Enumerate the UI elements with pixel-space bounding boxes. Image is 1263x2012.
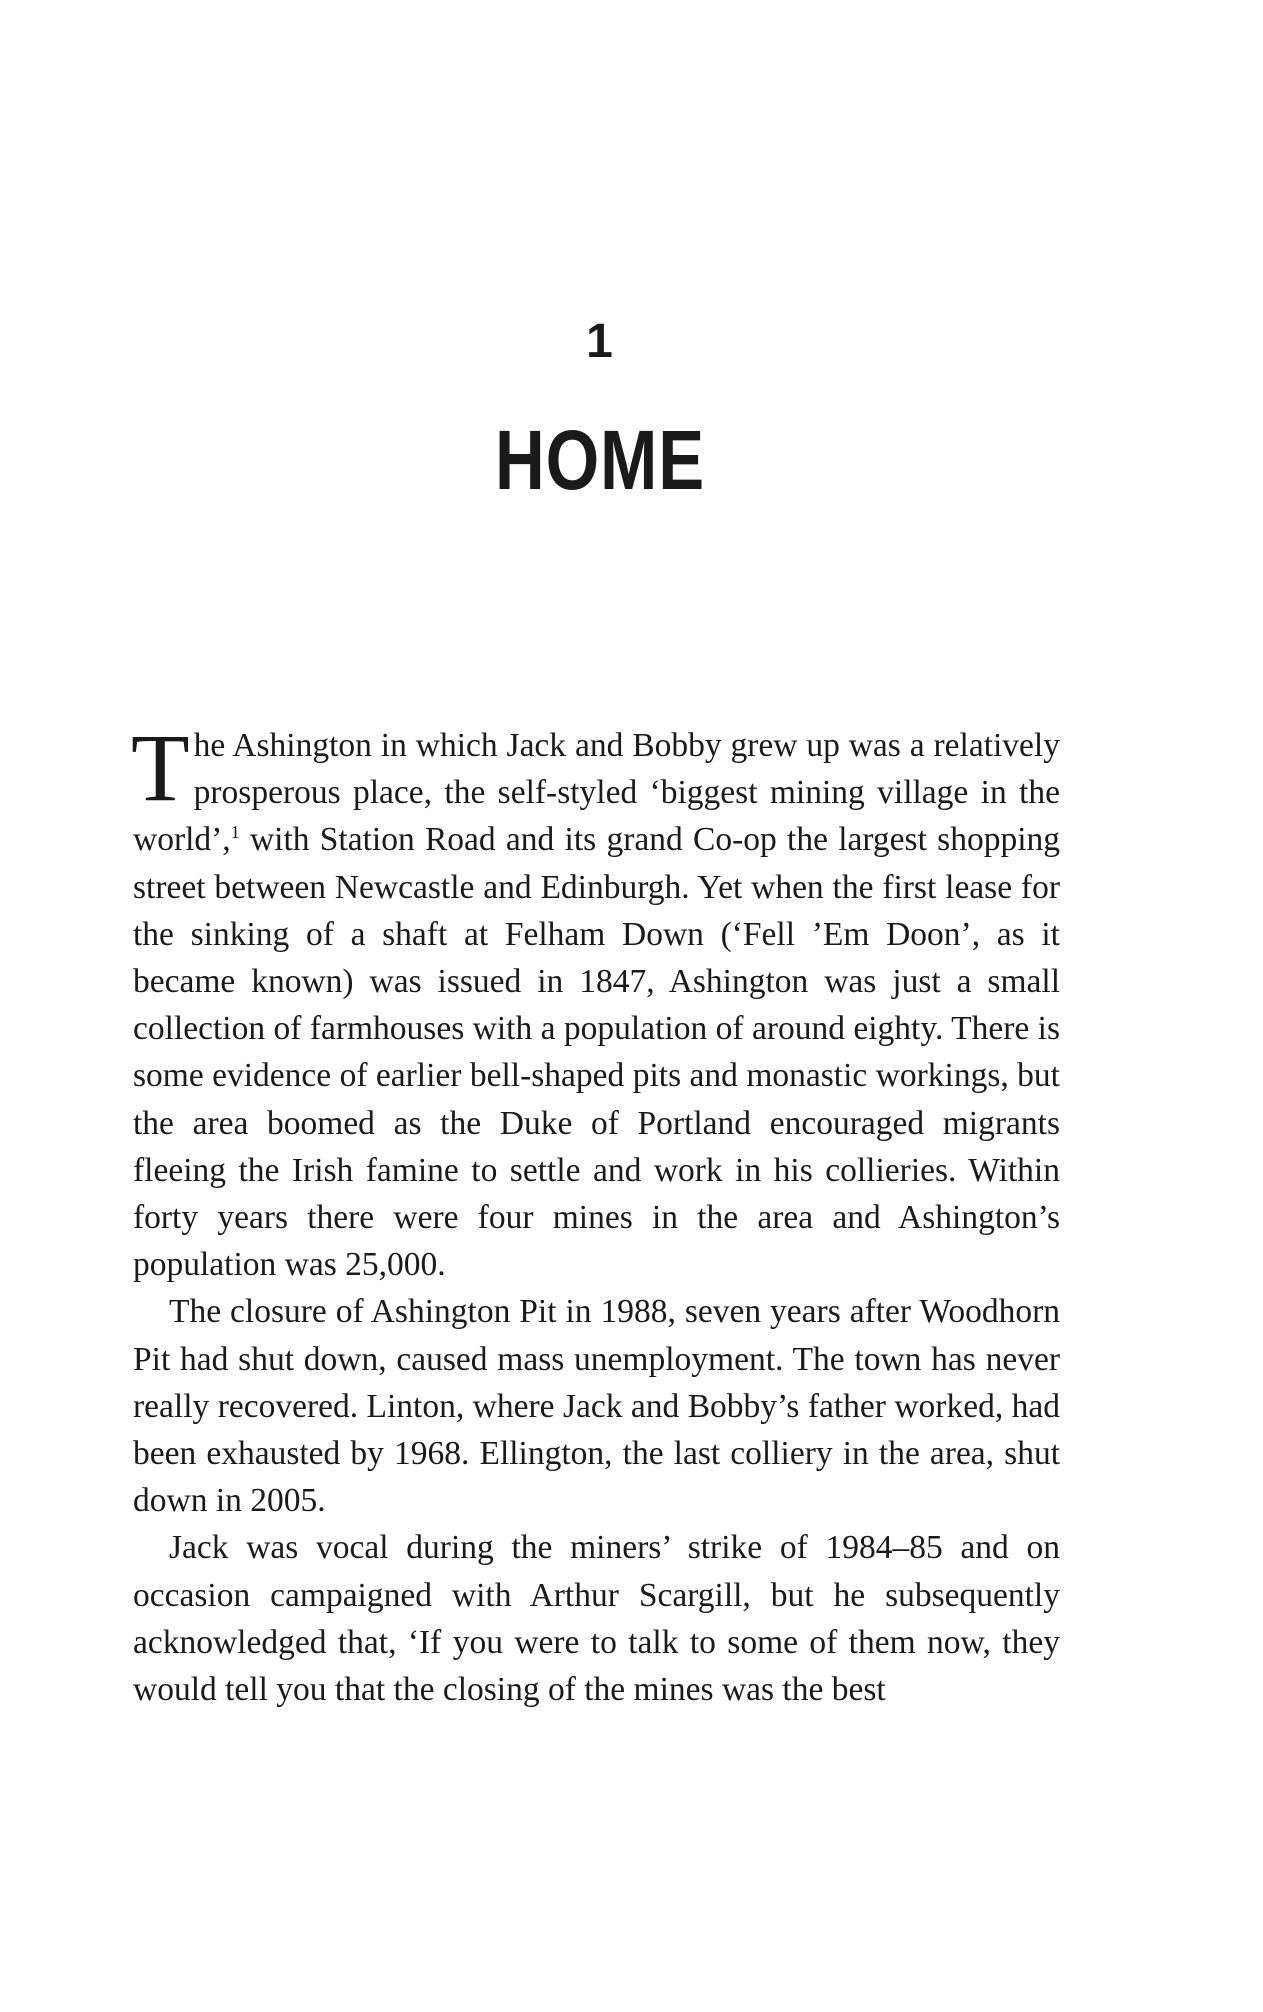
drop-cap: T: [131, 714, 190, 821]
chapter-body: [131, 714, 1060, 1713]
paragraph-1-text-b: with Station Road and its grand Co-op the largest shopping street between Newcastle and Edinburgh. Yet when the first lease for the sinking of a shaft at Felham Down (‘Fell ’Em Doon’, as it became known) was issued in 1847, Ashington was just a small collection of farmhouses with a population of around eighty. There is some evidence of earlier bell-shaped pits and monastic workings, but the area boomed as the Duke of Portland encouraged migrants fleeing the Irish famine to settle and work in his collieries. Within forty years there were four mines in the area and Ashington’s population was 25,000.: [133, 821, 1060, 1284]
footnote-marker: 1: [230, 822, 240, 843]
paragraph-3: Jack was vocal during the miners’ strike of 1984–85 and on occasion campaigned with Arthur Scargill, but he subsequently acknowledged that, ‘If you were to talk to some of them now, they would tell you that the closing of the mines was the best: [133, 1529, 1060, 1709]
paragraph-1-text-a: he Ashington in which Jack and Bobby grew up was a relatively prosperous place, the self-styled ‘biggest mining village in the world’,: [133, 727, 1060, 859]
paragraph-1: [131, 714, 1060, 1288]
chapter-title: HOME: [495, 413, 705, 507]
chapter-number: 1: [586, 315, 614, 368]
paragraph-2: The closure of Ashington Pit in 1988, seven years after Woodhorn Pit had shut down, caused mass unemployment. The town has never really recovered. Linton, where Jack and Bobby’s father worked, had been exhausted by 1968. Ellington, the last colliery in the area, shut down in 2005.: [133, 1293, 1060, 1520]
